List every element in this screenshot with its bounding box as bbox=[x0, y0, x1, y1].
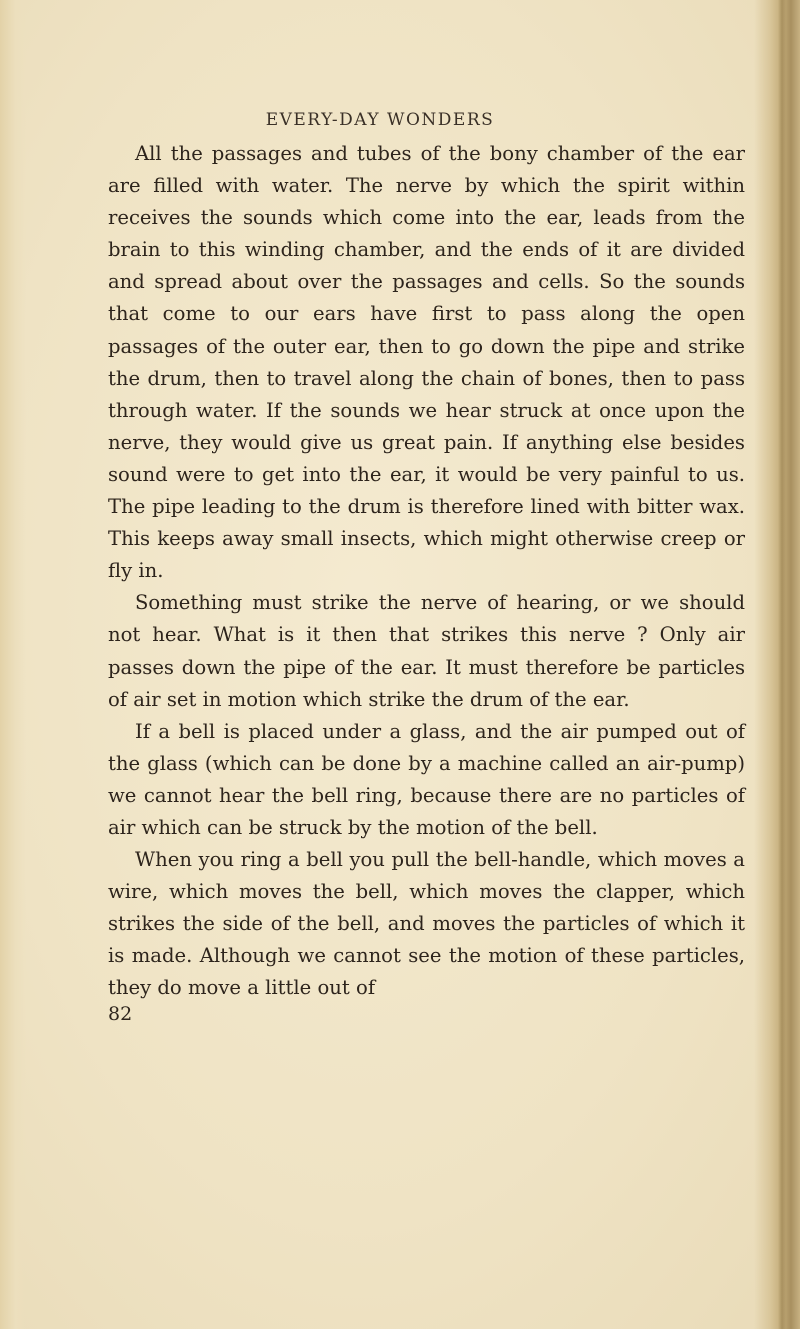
paragraph: Something must strike the nerve of hearing, or we should not hear. What is it then that strikes this nerve ? Only air passes down the pipe of the ear. It must therefore be particles of air set in motion which strike the drum of the ear. bbox=[108, 591, 745, 711]
book-binding-edge bbox=[754, 0, 800, 1329]
paragraph: All the passages and tubes of the bony chamber of the ear are filled with water. The nerve by which the spirit within receives the sounds which come into the ear, leads from the brain to this winding chamber, and the ends of it are divided and spread about over the passages and cells. So the sounds that come to our ears have first to pass along the open passages of the outer ear, then to go down the pipe and strike the drum, then to travel along the chain of bones, then to pass through water. If the sounds we hear struck at once upon the nerve, they would give us great pain. If anything else besides sound were to get into the ear, it would be very painful to us. The pipe leading to the drum is therefore lined with bitter wax. This keeps away small insects, which might otherwise creep or fly in. bbox=[108, 142, 745, 583]
paragraph: When you ring a bell you pull the bell-handle, which moves a wire, which moves the bell, which moves the clapper, which strikes the side of the bell, and moves the particles of which it is made. Although we cannot see the motion of these particles, they do move a little out of bbox=[108, 848, 745, 1000]
running-head: EVERY-DAY WONDERS bbox=[265, 110, 495, 130]
body-text bbox=[108, 138, 745, 1005]
page-number: 82 bbox=[108, 1003, 133, 1025]
paragraph: If a bell is placed under a glass, and the air pumped out of the glass (which can be done by a machine called an air-pump) we cannot hear the bell ring, because there are no particles of air which can be struck by the motion of the bell. bbox=[108, 719, 745, 839]
page-left-edge bbox=[0, 0, 26, 1329]
binding-shadow bbox=[778, 0, 786, 1329]
